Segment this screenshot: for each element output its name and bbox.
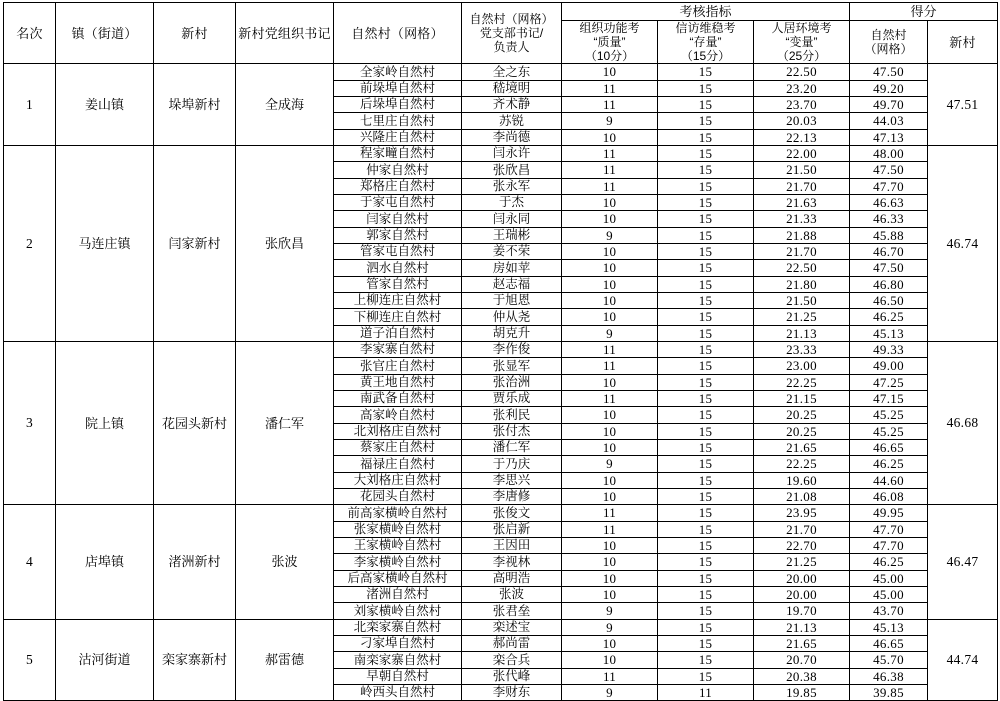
cell-branch-secretary: 张俊文	[462, 505, 562, 521]
cell-indicator-petition: 15	[658, 162, 754, 178]
cell-rank: 2	[4, 146, 56, 342]
cell-natural-village: 张家横岭自然村	[334, 521, 462, 537]
cell-new-village: 栾家寨新村	[154, 619, 236, 701]
cell-indicator-environment: 20.70	[754, 652, 850, 668]
header-indicator3-line2: “变量”	[785, 35, 818, 50]
header-rank: 名次	[4, 3, 56, 64]
cell-indicator-organization: 10	[562, 195, 658, 211]
cell-indicator-organization: 10	[562, 211, 658, 227]
cell-party-secretary: 张欣昌	[236, 146, 334, 342]
header-indicator1-line2: “质量”	[593, 35, 626, 50]
header-indicator-petition	[658, 21, 754, 64]
cell-party-secretary: 潘仁军	[236, 342, 334, 505]
cell-score-new-village: 47.51	[928, 64, 998, 146]
cell-score-natural-village: 47.50	[850, 64, 928, 80]
cell-branch-secretary: 李作俊	[462, 342, 562, 358]
cell-score-new-village: 46.74	[928, 146, 998, 342]
header-indicator2-line3: （15分）	[680, 49, 731, 64]
cell-branch-secretary: 苏锐	[462, 113, 562, 129]
cell-branch-secretary: 张君垒	[462, 603, 562, 619]
cell-indicator-petition: 15	[658, 619, 754, 635]
cell-score-natural-village: 48.00	[850, 146, 928, 162]
cell-party-secretary: 张波	[236, 505, 334, 619]
header-row-top	[4, 3, 998, 21]
header-score-group: 得分	[850, 3, 998, 21]
cell-score-natural-village: 45.00	[850, 570, 928, 586]
cell-score-natural-village: 49.95	[850, 505, 928, 521]
cell-score-natural-village: 46.08	[850, 489, 928, 505]
cell-branch-secretary: 李尚德	[462, 129, 562, 145]
cell-indicator-environment: 21.80	[754, 276, 850, 292]
cell-indicator-organization: 11	[562, 80, 658, 96]
cell-natural-village: 道子泊自然村	[334, 325, 462, 341]
cell-town: 沽河街道	[56, 619, 154, 701]
cell-indicator-petition: 15	[658, 325, 754, 341]
cell-indicator-environment: 21.70	[754, 521, 850, 537]
cell-score-natural-village: 47.50	[850, 162, 928, 178]
header-indicator3-line1: 人居环境考	[771, 21, 832, 35]
cell-branch-secretary: 李唐修	[462, 489, 562, 505]
cell-score-natural-village: 46.25	[850, 554, 928, 570]
cell-indicator-environment: 23.33	[754, 342, 850, 358]
cell-score-natural-village: 45.13	[850, 619, 928, 635]
cell-indicator-organization: 9	[562, 684, 658, 700]
header-indicator1-line1: 组织功能考	[579, 21, 640, 35]
cell-indicator-organization: 10	[562, 423, 658, 439]
cell-indicator-environment: 21.70	[754, 178, 850, 194]
cell-natural-village: 后垛埠自然村	[334, 97, 462, 113]
cell-score-natural-village: 39.85	[850, 684, 928, 700]
cell-branch-secretary: 齐术静	[462, 97, 562, 113]
cell-indicator-environment: 21.33	[754, 211, 850, 227]
cell-indicator-environment: 23.20	[754, 80, 850, 96]
cell-indicator-petition: 15	[658, 374, 754, 390]
cell-branch-secretary: 于乃庆	[462, 456, 562, 472]
cell-indicator-organization: 11	[562, 97, 658, 113]
cell-natural-village: 蔡家庄自然村	[334, 440, 462, 456]
cell-score-natural-village: 45.25	[850, 407, 928, 423]
cell-branch-secretary: 栾合兵	[462, 652, 562, 668]
header-branch-secretary	[462, 3, 562, 64]
cell-branch-secretary: 王因田	[462, 537, 562, 553]
header-natural-village: 自然村（网格）	[334, 3, 462, 64]
cell-indicator-environment: 22.25	[754, 374, 850, 390]
cell-natural-village: 南武备自然村	[334, 391, 462, 407]
cell-score-natural-village: 46.65	[850, 635, 928, 651]
cell-indicator-organization: 9	[562, 325, 658, 341]
cell-indicator-organization: 11	[562, 162, 658, 178]
cell-natural-village: 李家横岭自然村	[334, 554, 462, 570]
table-body	[4, 64, 998, 701]
cell-score-natural-village: 47.70	[850, 178, 928, 194]
cell-natural-village: 前高家横岭自然村	[334, 505, 462, 521]
cell-indicator-petition: 15	[658, 391, 754, 407]
cell-indicator-organization: 10	[562, 635, 658, 651]
cell-indicator-organization: 9	[562, 227, 658, 243]
cell-branch-secretary: 全之东	[462, 64, 562, 80]
cell-indicator-organization: 9	[562, 113, 658, 129]
cell-branch-secretary: 闫永许	[462, 146, 562, 162]
cell-indicator-environment: 21.65	[754, 635, 850, 651]
table-row	[4, 64, 998, 80]
cell-indicator-petition: 15	[658, 570, 754, 586]
cell-score-natural-village: 49.00	[850, 358, 928, 374]
cell-score-natural-village: 43.70	[850, 603, 928, 619]
header-score-natural-village	[850, 21, 928, 64]
cell-indicator-organization: 10	[562, 537, 658, 553]
cell-natural-village: 管家屯自然村	[334, 244, 462, 260]
cell-natural-village: 仲家自然村	[334, 162, 462, 178]
cell-score-natural-village: 44.03	[850, 113, 928, 129]
cell-indicator-petition: 15	[658, 276, 754, 292]
cell-branch-secretary: 李财东	[462, 684, 562, 700]
cell-indicator-environment: 21.70	[754, 244, 850, 260]
cell-indicator-environment: 22.50	[754, 64, 850, 80]
cell-branch-secretary: 张利民	[462, 407, 562, 423]
cell-indicator-environment: 21.08	[754, 489, 850, 505]
cell-natural-village: 渚洲自然村	[334, 586, 462, 602]
cell-branch-secretary: 仲从尧	[462, 309, 562, 325]
cell-indicator-petition: 15	[658, 407, 754, 423]
header-indicator3-line3: （25分）	[776, 49, 827, 64]
cell-indicator-petition: 15	[658, 260, 754, 276]
header-branch-secretary-line2: 党支部书记/	[479, 26, 544, 41]
cell-town: 院上镇	[56, 342, 154, 505]
header-indicators-group: 考核指标	[562, 3, 850, 21]
cell-indicator-organization: 9	[562, 603, 658, 619]
cell-indicator-environment: 22.50	[754, 260, 850, 276]
cell-branch-secretary: 张治洲	[462, 374, 562, 390]
header-indicator-environment	[754, 21, 850, 64]
cell-party-secretary: 全成海	[236, 64, 334, 146]
table-header	[4, 3, 998, 64]
cell-indicator-environment: 21.88	[754, 227, 850, 243]
cell-indicator-petition: 15	[658, 129, 754, 145]
cell-indicator-organization: 10	[562, 293, 658, 309]
header-indicator-organization	[562, 21, 658, 64]
cell-natural-village: 全家岭自然村	[334, 64, 462, 80]
cell-indicator-environment: 22.00	[754, 146, 850, 162]
cell-indicator-petition: 15	[658, 358, 754, 374]
cell-branch-secretary: 张欣昌	[462, 162, 562, 178]
cell-indicator-petition: 15	[658, 537, 754, 553]
cell-score-natural-village: 47.70	[850, 521, 928, 537]
cell-natural-village: 兴隆庄自然村	[334, 129, 462, 145]
cell-indicator-organization: 11	[562, 668, 658, 684]
cell-score-natural-village: 45.88	[850, 227, 928, 243]
cell-indicator-petition: 15	[658, 244, 754, 260]
cell-rank: 1	[4, 64, 56, 146]
cell-indicator-organization: 9	[562, 619, 658, 635]
cell-indicator-petition: 11	[658, 684, 754, 700]
cell-indicator-organization: 11	[562, 342, 658, 358]
cell-score-natural-village: 45.25	[850, 423, 928, 439]
cell-indicator-petition: 15	[658, 635, 754, 651]
cell-indicator-petition: 15	[658, 554, 754, 570]
cell-natural-village: 北刘格庄自然村	[334, 423, 462, 439]
header-score-new-village: 新村	[928, 21, 998, 64]
cell-indicator-environment: 23.95	[754, 505, 850, 521]
cell-branch-secretary: 房如苹	[462, 260, 562, 276]
cell-score-natural-village: 45.00	[850, 586, 928, 602]
cell-branch-secretary: 姜不荣	[462, 244, 562, 260]
cell-indicator-environment: 20.25	[754, 407, 850, 423]
cell-indicator-environment: 20.00	[754, 586, 850, 602]
cell-indicator-petition: 15	[658, 178, 754, 194]
cell-indicator-environment: 21.50	[754, 293, 850, 309]
cell-indicator-organization: 10	[562, 554, 658, 570]
cell-indicator-organization: 10	[562, 129, 658, 145]
cell-score-new-village: 44.74	[928, 619, 998, 701]
cell-indicator-environment: 23.00	[754, 358, 850, 374]
cell-indicator-environment: 21.13	[754, 325, 850, 341]
header-score-natural-line1: 自然村	[870, 28, 907, 43]
cell-score-natural-village: 49.33	[850, 342, 928, 358]
cell-indicator-petition: 15	[658, 652, 754, 668]
cell-branch-secretary: 贾乐成	[462, 391, 562, 407]
cell-indicator-organization: 10	[562, 244, 658, 260]
cell-indicator-petition: 15	[658, 505, 754, 521]
cell-indicator-environment: 19.70	[754, 603, 850, 619]
cell-score-natural-village: 46.25	[850, 456, 928, 472]
cell-natural-village: 后高家横岭自然村	[334, 570, 462, 586]
cell-town: 马连庄镇	[56, 146, 154, 342]
cell-branch-secretary: 李视林	[462, 554, 562, 570]
cell-new-village: 垛埠新村	[154, 64, 236, 146]
cell-indicator-petition: 15	[658, 293, 754, 309]
ranking-table-sheet	[0, 2, 1000, 700]
cell-branch-secretary: 张波	[462, 586, 562, 602]
cell-indicator-organization: 11	[562, 358, 658, 374]
cell-natural-village: 花园头自然村	[334, 489, 462, 505]
cell-indicator-organization: 10	[562, 407, 658, 423]
cell-new-village: 花园头新村	[154, 342, 236, 505]
cell-indicator-organization: 10	[562, 276, 658, 292]
village-ranking-table	[3, 2, 998, 701]
cell-score-natural-village: 46.38	[850, 668, 928, 684]
header-new-village: 新村	[154, 3, 236, 64]
cell-score-natural-village: 46.25	[850, 309, 928, 325]
header-party-secretary: 新村党组织书记	[236, 3, 334, 64]
cell-indicator-petition: 15	[658, 586, 754, 602]
cell-score-natural-village: 49.70	[850, 97, 928, 113]
header-indicator2-line2: “存量”	[689, 35, 722, 50]
cell-indicator-organization: 10	[562, 64, 658, 80]
cell-indicator-environment: 22.70	[754, 537, 850, 553]
header-score-natural-line2: （网格）	[864, 42, 913, 57]
cell-indicator-environment: 22.13	[754, 129, 850, 145]
cell-indicator-organization: 11	[562, 391, 658, 407]
cell-branch-secretary: 赵志福	[462, 276, 562, 292]
cell-indicator-organization: 10	[562, 440, 658, 456]
cell-natural-village: 南栾家寨自然村	[334, 652, 462, 668]
cell-natural-village: 前垛埠自然村	[334, 80, 462, 96]
cell-indicator-organization: 10	[562, 489, 658, 505]
cell-indicator-petition: 15	[658, 521, 754, 537]
cell-indicator-organization: 10	[562, 472, 658, 488]
cell-town: 店埠镇	[56, 505, 154, 619]
cell-score-natural-village: 46.70	[850, 244, 928, 260]
cell-indicator-petition: 15	[658, 472, 754, 488]
cell-indicator-environment: 21.25	[754, 554, 850, 570]
cell-score-new-village: 46.68	[928, 342, 998, 505]
cell-indicator-petition: 15	[658, 146, 754, 162]
cell-natural-village: 大刘格庄自然村	[334, 472, 462, 488]
table-row	[4, 342, 998, 358]
cell-score-natural-village: 47.15	[850, 391, 928, 407]
cell-branch-secretary: 王瑞彬	[462, 227, 562, 243]
cell-indicator-petition: 15	[658, 603, 754, 619]
cell-natural-village: 黄王地自然村	[334, 374, 462, 390]
cell-branch-secretary: 郝尚雷	[462, 635, 562, 651]
cell-score-natural-village: 46.33	[850, 211, 928, 227]
cell-indicator-environment: 21.65	[754, 440, 850, 456]
cell-branch-secretary: 张代峰	[462, 668, 562, 684]
cell-score-natural-village: 47.25	[850, 374, 928, 390]
cell-score-natural-village: 45.70	[850, 652, 928, 668]
cell-branch-secretary: 张永军	[462, 178, 562, 194]
cell-indicator-organization: 11	[562, 178, 658, 194]
cell-natural-village: 早朝自然村	[334, 668, 462, 684]
cell-new-village: 闫家新村	[154, 146, 236, 342]
cell-indicator-organization: 10	[562, 652, 658, 668]
cell-indicator-petition: 15	[658, 440, 754, 456]
cell-natural-village: 程家疃自然村	[334, 146, 462, 162]
cell-natural-village: 北栾家寨自然村	[334, 619, 462, 635]
header-branch-secretary-line3: 负责人	[493, 40, 530, 55]
cell-indicator-petition: 15	[658, 113, 754, 129]
cell-indicator-organization: 10	[562, 586, 658, 602]
cell-branch-secretary: 栾述宝	[462, 619, 562, 635]
cell-score-natural-village: 49.20	[850, 80, 928, 96]
cell-indicator-petition: 15	[658, 309, 754, 325]
table-row	[4, 619, 998, 635]
cell-indicator-organization: 10	[562, 374, 658, 390]
cell-natural-village: 福禄庄自然村	[334, 456, 462, 472]
cell-rank: 4	[4, 505, 56, 619]
cell-branch-secretary: 李思兴	[462, 472, 562, 488]
cell-indicator-environment: 21.63	[754, 195, 850, 211]
cell-natural-village: 王家横岭自然村	[334, 537, 462, 553]
cell-indicator-environment: 20.00	[754, 570, 850, 586]
cell-indicator-environment: 19.60	[754, 472, 850, 488]
cell-indicator-organization: 10	[562, 260, 658, 276]
cell-score-natural-village: 46.50	[850, 293, 928, 309]
cell-indicator-organization: 10	[562, 570, 658, 586]
cell-branch-secretary: 张显军	[462, 358, 562, 374]
cell-party-secretary: 郝雷德	[236, 619, 334, 701]
table-row	[4, 146, 998, 162]
cell-branch-secretary: 张付杰	[462, 423, 562, 439]
cell-indicator-organization: 9	[562, 456, 658, 472]
cell-rank: 3	[4, 342, 56, 505]
cell-indicator-organization: 11	[562, 505, 658, 521]
cell-score-new-village: 46.47	[928, 505, 998, 619]
cell-branch-secretary: 胡克升	[462, 325, 562, 341]
cell-natural-village: 郑格庄自然村	[334, 178, 462, 194]
cell-score-natural-village: 46.80	[850, 276, 928, 292]
cell-indicator-environment: 23.70	[754, 97, 850, 113]
cell-branch-secretary: 张启新	[462, 521, 562, 537]
cell-natural-village: 于家屯自然村	[334, 195, 462, 211]
cell-indicator-petition: 15	[658, 342, 754, 358]
cell-natural-village: 李家寨自然村	[334, 342, 462, 358]
cell-indicator-environment: 21.13	[754, 619, 850, 635]
cell-indicator-petition: 15	[658, 489, 754, 505]
cell-score-natural-village: 47.13	[850, 129, 928, 145]
cell-indicator-environment: 19.85	[754, 684, 850, 700]
cell-indicator-petition: 15	[658, 64, 754, 80]
cell-indicator-petition: 15	[658, 423, 754, 439]
cell-score-natural-village: 46.65	[850, 440, 928, 456]
cell-indicator-environment: 20.25	[754, 423, 850, 439]
cell-indicator-environment: 20.03	[754, 113, 850, 129]
cell-indicator-petition: 15	[658, 227, 754, 243]
cell-natural-village: 管家自然村	[334, 276, 462, 292]
cell-new-village: 渚洲新村	[154, 505, 236, 619]
cell-score-natural-village: 47.70	[850, 537, 928, 553]
cell-indicator-petition: 15	[658, 80, 754, 96]
cell-town: 姜山镇	[56, 64, 154, 146]
cell-branch-secretary: 高明浩	[462, 570, 562, 586]
cell-branch-secretary: 于杰	[462, 195, 562, 211]
cell-natural-village: 刁家埠自然村	[334, 635, 462, 651]
cell-natural-village: 刘家横岭自然村	[334, 603, 462, 619]
cell-natural-village: 闫家自然村	[334, 211, 462, 227]
cell-natural-village: 郭家自然村	[334, 227, 462, 243]
table-row	[4, 505, 998, 521]
cell-indicator-environment: 21.25	[754, 309, 850, 325]
cell-branch-secretary: 嵇境明	[462, 80, 562, 96]
cell-indicator-petition: 15	[658, 211, 754, 227]
cell-natural-village: 岭西头自然村	[334, 684, 462, 700]
cell-indicator-petition: 15	[658, 195, 754, 211]
cell-natural-village: 张官庄自然村	[334, 358, 462, 374]
cell-indicator-organization: 11	[562, 521, 658, 537]
header-branch-secretary-line1: 自然村（网格）	[469, 12, 554, 26]
cell-indicator-environment: 21.50	[754, 162, 850, 178]
cell-indicator-petition: 15	[658, 97, 754, 113]
cell-indicator-organization: 11	[562, 146, 658, 162]
cell-indicator-environment: 20.38	[754, 668, 850, 684]
cell-branch-secretary: 于旭恩	[462, 293, 562, 309]
cell-branch-secretary: 闫永同	[462, 211, 562, 227]
cell-natural-village: 高家岭自然村	[334, 407, 462, 423]
cell-score-natural-village: 46.63	[850, 195, 928, 211]
header-indicator2-line1: 信访维稳考	[675, 21, 736, 35]
cell-indicator-petition: 15	[658, 668, 754, 684]
header-town: 镇（街道）	[56, 3, 154, 64]
cell-indicator-organization: 10	[562, 309, 658, 325]
cell-indicator-environment: 21.15	[754, 391, 850, 407]
cell-natural-village: 上柳连庄自然村	[334, 293, 462, 309]
cell-indicator-environment: 22.25	[754, 456, 850, 472]
header-indicator1-line3: （10分）	[584, 49, 635, 64]
cell-natural-village: 下柳连庄自然村	[334, 309, 462, 325]
cell-score-natural-village: 47.50	[850, 260, 928, 276]
cell-rank: 5	[4, 619, 56, 701]
cell-natural-village: 七里庄自然村	[334, 113, 462, 129]
cell-branch-secretary: 潘仁军	[462, 440, 562, 456]
cell-indicator-petition: 15	[658, 456, 754, 472]
cell-score-natural-village: 44.60	[850, 472, 928, 488]
cell-score-natural-village: 45.13	[850, 325, 928, 341]
cell-natural-village: 泗水自然村	[334, 260, 462, 276]
